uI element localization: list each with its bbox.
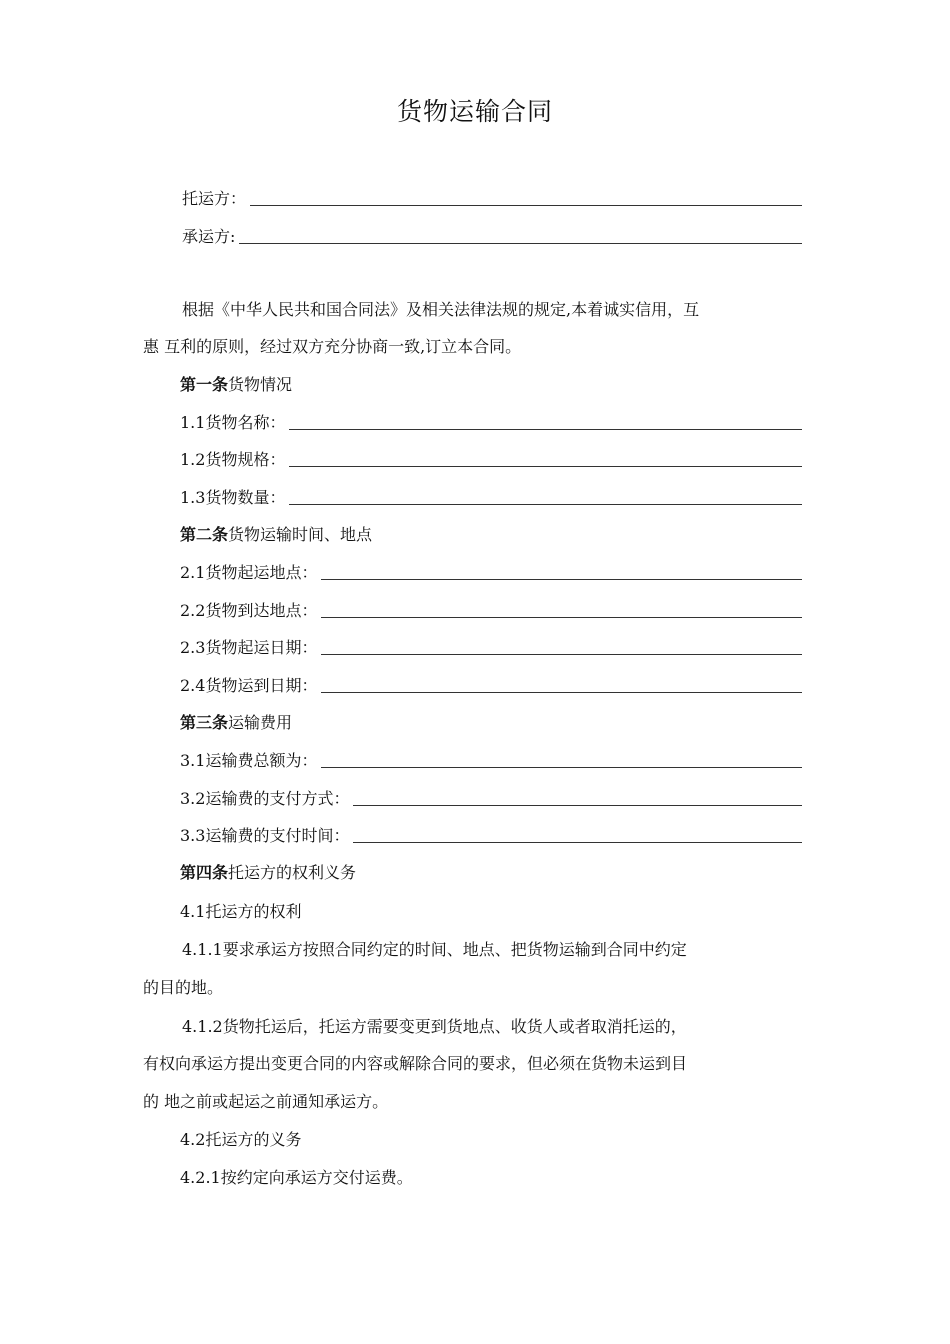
- page-title: 货物运输合同: [396, 97, 553, 126]
- freight-total-blank-line[interactable]: [321, 766, 802, 768]
- article-3-heading: [180, 710, 292, 733]
- article-2-heading: [180, 522, 372, 545]
- article-4-heading: [180, 860, 356, 883]
- clause-4-1-1-line-1: 4.1.1要求承运方按照合同约定的时间、地点、把货物运输到合同中约定: [182, 940, 687, 959]
- goods-name-field: [180, 410, 802, 433]
- goods-quantity-field: [180, 485, 802, 508]
- shipper-rights-title: 4.1托运方的权利: [180, 902, 302, 921]
- clause-4-2-1: 4.2.1按约定向承运方交付运费。: [180, 1168, 413, 1187]
- payment-method-blank-line[interactable]: [353, 804, 802, 806]
- payment-time-label: 3.3运输费的支付时间：: [180, 826, 350, 845]
- intro-line-2: 惠 互利的原则，经过双方充分协商一致,订立本合同。: [143, 337, 522, 356]
- origin-blank-line[interactable]: [321, 578, 802, 580]
- article-1-number: 第一条: [180, 375, 229, 394]
- destination-blank-line[interactable]: [321, 616, 802, 618]
- clause-4-1-2-line-2: 有权向承运方提出变更合同的内容或解除合同的要求，但必须在货物未运到目: [143, 1054, 688, 1073]
- goods-spec-label: 1.2货物规格：: [180, 450, 286, 469]
- carrier-blank-line[interactable]: [239, 242, 802, 244]
- freight-total-label: 3.1运输费总额为：: [180, 751, 318, 770]
- goods-quantity-label: 1.3货物数量：: [180, 488, 286, 507]
- arrival-date-field: [180, 673, 802, 696]
- origin-label: 2.1货物起运地点：: [180, 563, 318, 582]
- clause-4-1-2-line-1: 4.1.2货物托运后，托运方需要变更到货地点、收货人或者取消托运的，: [182, 1017, 687, 1036]
- destination-field: [180, 598, 802, 621]
- arrival-date-blank-line[interactable]: [321, 691, 802, 693]
- carrier-label: 承运方:: [182, 227, 236, 246]
- shipper-field: [182, 186, 802, 209]
- article-4-title: 托运方的权利义务: [228, 863, 357, 882]
- article-2-title: 货物运输时间、地点: [228, 525, 373, 544]
- payment-method-field: [180, 786, 802, 809]
- arrival-date-label: 2.4货物运到日期：: [180, 676, 318, 695]
- goods-quantity-blank-line[interactable]: [289, 503, 802, 505]
- article-1-heading: [180, 372, 292, 395]
- carrier-field: [182, 224, 802, 247]
- shipper-label: 托运方：: [182, 189, 247, 208]
- departure-date-blank-line[interactable]: [321, 653, 802, 655]
- article-2-number: 第二条: [180, 525, 229, 544]
- article-3-title: 运输费用: [228, 713, 293, 732]
- clause-4-1-2-line-3: 的 地之前或起运之前通知承运方。: [143, 1092, 389, 1111]
- article-4-number: 第四条: [180, 863, 229, 882]
- payment-time-blank-line[interactable]: [353, 841, 802, 843]
- goods-spec-blank-line[interactable]: [289, 465, 802, 467]
- clause-4-1-1-line-2: 的目的地。: [143, 978, 224, 997]
- article-3-number: 第三条: [180, 713, 229, 732]
- origin-field: [180, 560, 802, 583]
- payment-method-label: 3.2运输费的支付方式：: [180, 789, 350, 808]
- shipper-blank-line[interactable]: [250, 204, 802, 206]
- article-1-title: 货物情况: [228, 375, 293, 394]
- payment-time-field: [180, 823, 802, 846]
- departure-date-field: [180, 635, 802, 658]
- goods-spec-field: [180, 447, 802, 470]
- shipper-duties-title: 4.2托运方的义务: [180, 1130, 302, 1149]
- freight-total-field: [180, 748, 802, 771]
- goods-name-blank-line[interactable]: [289, 428, 802, 430]
- destination-label: 2.2货物到达地点：: [180, 601, 318, 620]
- departure-date-label: 2.3货物起运日期：: [180, 638, 318, 657]
- goods-name-label: 1.1货物名称：: [180, 413, 286, 432]
- intro-line-1: 根据《中华人民共和国合同法》及相关法律法规的规定,本着诚实信用，互: [182, 300, 700, 319]
